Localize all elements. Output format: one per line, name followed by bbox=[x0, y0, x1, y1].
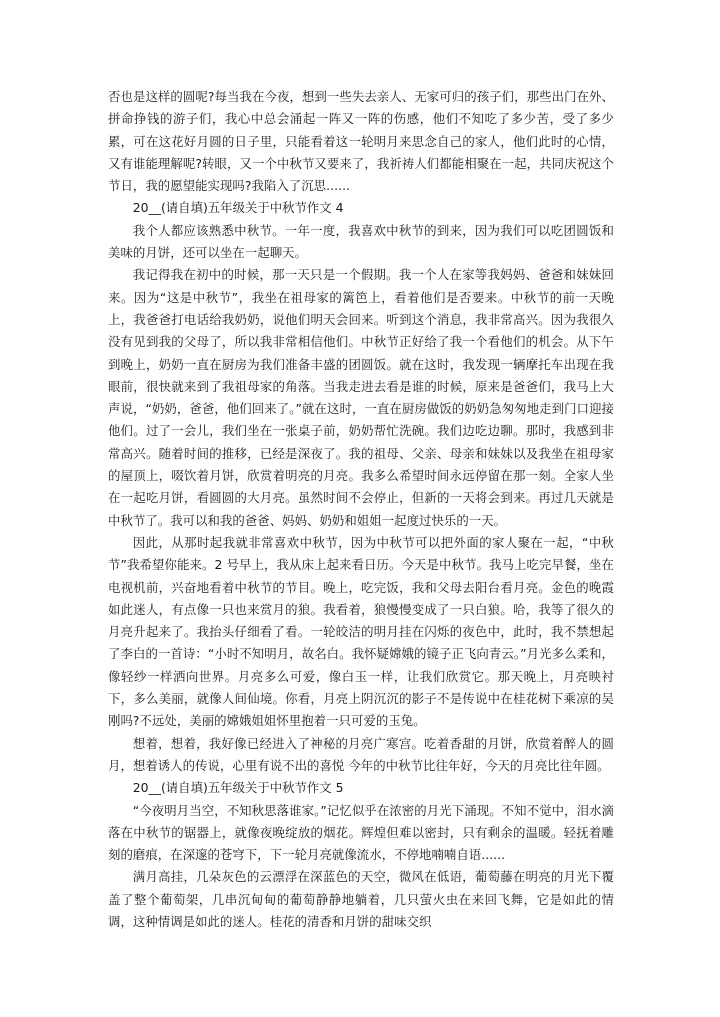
paragraph-essay5-1: “今夜明月当空，不知秋思落谁家。”记忆似乎在浓密的月光下涌现。不知不觉中，泪水滴落在中秋节的锯器上，就像夜晚绽放的烟花。辉煌但难以密封，只有剩余的温暖。轻抚着雕刻的磨痕，在深邃的苍穹下，下一轮月亮就像流水，不停地喃喃自语...... bbox=[108, 802, 614, 863]
paragraph-essay4-4: 想着，想着，我好像已经进入了神秘的月亮广寒宫。吃着香甜的月饼，欣赏着醉人的圆月，想着诱人的传说，心里有说不出的喜悦 今年的中秋节比往年好，今天的月亮比往年圆。 bbox=[108, 735, 614, 773]
document-page bbox=[108, 86, 614, 933]
paragraph-essay4-1: 我个人都应该熟悉中秋节。一年一度，我喜欢中秋节的到来，因为我们可以吃团圆饭和美味的月饼，还可以坐在一起聊天。 bbox=[108, 222, 614, 261]
essay-4-heading: 20__(请自填)五年级关于中秋节作文 4 bbox=[132, 200, 344, 216]
paragraph-essay4-2: 我记得我在初中的时候，那一天只是一个假期。我一个人在家等我妈妈、爸爸和妹妹回来。因为“这是中秋节”，我坐在祖母家的篱笆上，看着他们是否要来。中秋节的前一天晚上，我爸爸打电话给我奶奶，说他们明天会回来。听到这个消息，我非常高兴。因为我很久没有见到我的父母了，所以我非常相信他们。中秋节正好给了我一个看他们的机会。从下午到晚上，奶奶一直在厨房为我们准备丰盛的团圆饭。就在这时，我发现一辆摩托车出现在我眼前，很快就来到了我祖母家的角落。当我走进去看是谁的时候，原来是爸爸们，我马上大声说，“奶奶，爸爸，他们回来了。”就在这时，一直在厨房做饭的奶奶急匆匆地走到门口迎接他们。过了一会儿，我们坐在一张桌子前，奶奶帮忙洗碗。我们边吃边聊。那时，我感到非常高兴。随着时间的推移，已经是深夜了。我的祖母、父亲、母亲和妹妹以及我坐在祖母家的屋顶上，啜饮着月饼，欣赏着明亮的月亮。我多么希望时间永远停留在那一刻。全家人坐在一起吃月饼，看圆圆的大月亮。虽然时间不会停止，但新的一天将会到来。再过几天就是中秋节了。我可以和我的爸爸、妈妈、奶奶和姐姐一起度过快乐的一天。 bbox=[108, 267, 614, 528]
paragraph-essay5-2: 满月高挂，几朵灰色的云漂浮在深蓝色的天空，微风在低语，葡萄藤在明亮的月光下覆盖了整个葡萄架，几串沉甸甸的葡萄静静地躺着，几只萤火虫在来回飞舞，它是如此的情调，这种情调是如此的迷人。桂花的清香和月饼的甜味交织 bbox=[108, 869, 614, 929]
paragraph-essay4-3: 因此，从那时起我就非常喜欢中秋节，因为中秋节可以把外面的家人聚在一起，“中秋节”我希望你能来。2 号早上，我从床上起来看日历。今天是中秋节。我马上吃完早餐，坐在电视机前，兴奋地看着中秋节的节目。晚上，吃完饭，我和父母去阳台看月亮。金色的晚霞如此迷人，有点像一只也来赏月的狼。我看着，狼慢慢变成了一只白狼。哈，我等了很久的月亮升起来了。我抬头仔细看了看。一轮皎洁的明月挂在闪烁的夜色中，此时，我不禁想起了李白的一首诗：“小时不知明月，故名白。我怀疑嫦娥的镜子正飞向青云。”月光多么柔和，像轻纱一样洒向世界。月亮多么可爱，像白玉一样，让我们欣赏它。那天晚上，月亮映衬下，多么美丽，就像人间仙境。你看，月亮上阴沉沉的影子不是传说中在桂花树下乘凉的吴刚吗?不远处，美丽的嫦娥姐姐怀里抱着一只可爱的玉兔。 bbox=[108, 534, 614, 729]
essay-5-heading: 20__(请自填)五年级关于中秋节作文 5 bbox=[132, 780, 344, 796]
paragraph-intro: 否也是这样的圆呢?每当我在今夜，想到一些失去亲人、无家可归的孩子们，那些出门在外、拼命挣钱的游子们，我心中总会涌起一阵又一阵的伤感，他们不知吃了多少苦，受了多少累，可在这花好月圆的日子里，只能看着这一轮明月来思念自己的家人，他们此时的心情，又有谁能理解呢?转眼，又一个中秋节又要来了，我祈祷人们都能相聚在一起，共同庆祝这个节日，我的愿望能实现吗?我陷入了沉思...... bbox=[108, 89, 614, 194]
